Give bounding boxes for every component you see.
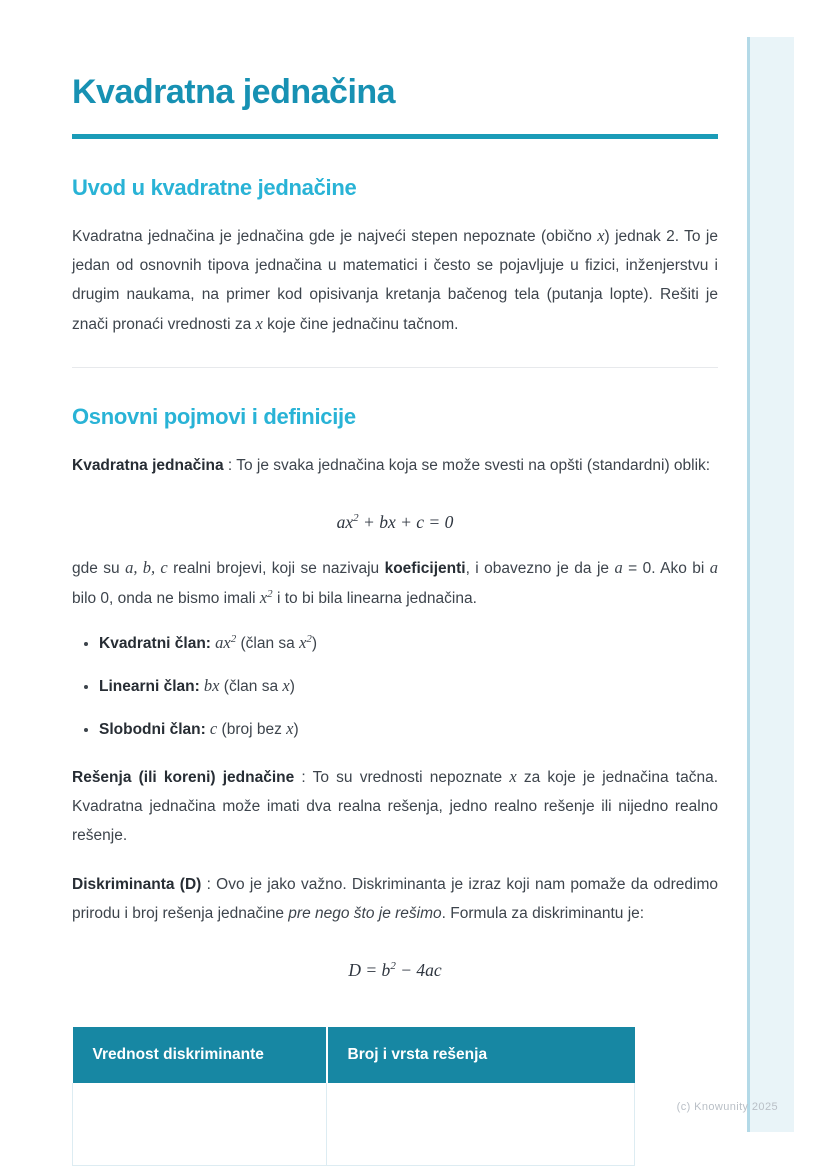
text-segment: (član sa <box>236 634 300 652</box>
math-exponent: 2 <box>353 511 359 524</box>
emphasis-text: pre nego što je rešimo <box>288 904 442 922</box>
math-exponent: 2 <box>306 632 312 645</box>
paragraph-discriminant <box>72 870 718 928</box>
bullet-item-kvadratni-clan <box>99 631 718 656</box>
text-segment: ) <box>289 677 295 695</box>
paragraph-coefficients <box>72 553 718 613</box>
math-var: x <box>255 314 263 334</box>
math-var: x <box>282 675 290 695</box>
math-expr: − 4ac <box>395 959 442 980</box>
term-bold: koeficijenti <box>384 559 466 577</box>
bullet-item-slobodni-clan <box>99 717 718 742</box>
document-content <box>72 0 718 1166</box>
math-var: a <box>614 557 623 577</box>
math-expr: ax <box>336 511 354 532</box>
text-segment: koje čine jednačinu tačnom. <box>262 316 459 334</box>
text-segment: realni brojevi, koji se nazivaju <box>167 559 385 577</box>
decorative-side-strip <box>747 37 794 1132</box>
term-bold: Linearni član: <box>99 677 200 695</box>
section-divider <box>72 367 718 368</box>
text-segment: i to bi bila linearna jednačina. <box>272 589 477 607</box>
text-segment: , i obavezno je da je <box>465 559 615 577</box>
math-exponent: 2 <box>390 959 396 972</box>
text-segment: ) <box>311 634 318 652</box>
math-expr: + bx + c = 0 <box>358 511 454 532</box>
text-segment: . Formula za diskriminantu je: <box>441 904 645 922</box>
math-exponent: 2 <box>230 632 237 645</box>
math-exponent: 2 <box>267 587 273 600</box>
text-segment: Kvadratna jednačina je jednačina gde je najveći stepen nepoznate (obično <box>72 228 598 246</box>
table-header-discriminant-value: Vrednost diskriminante <box>73 1027 327 1083</box>
text-segment: = 0. Ako bi <box>622 559 710 577</box>
math-var: c <box>205 718 218 738</box>
math-var: bx <box>199 675 220 695</box>
page-title: Kvadratna jednačina <box>72 73 396 111</box>
math-var: x <box>509 766 517 786</box>
bullet-item-linearni-clan <box>99 674 718 699</box>
math-var: a <box>709 557 718 577</box>
table-row <box>73 1083 635 1166</box>
formula-general <box>72 512 718 533</box>
table-body <box>73 1083 635 1166</box>
table-body-cell <box>73 1083 327 1166</box>
section-heading-basics: Osnovni pojmovi i definicije <box>72 404 356 430</box>
text-segment: : To je svaka jednačina koja se može svesti na opšti (standardni) oblik: <box>223 456 711 474</box>
paragraph-roots <box>72 762 718 850</box>
term-bold: Kvadratni član: <box>99 634 211 652</box>
text-segment: gde su <box>72 559 126 577</box>
text-segment: ) jednak 2. To je jedan od osnovnih tipova jednačina u matematici i često se pojavljuje u fizici, inženjerstvu i drugim naukama, na primer kod opisivanja kretanja bačenog tela (putanja lopte). Rešiti je znači pronaći vrednosti za <box>72 228 718 334</box>
text-segment: ) <box>293 720 299 738</box>
math-var: x <box>286 718 294 738</box>
section-heading-intro: Uvod u kvadratne jednačine <box>72 174 357 200</box>
paragraph-definition <box>72 451 718 480</box>
math-var: x <box>299 632 307 652</box>
math-var: a, b, c <box>125 557 168 577</box>
table-header-solution-type: Broj i vrsta rešenja <box>327 1027 635 1083</box>
formula-discriminant <box>72 960 718 981</box>
discriminant-table <box>72 1027 635 1166</box>
math-var: x <box>259 587 268 607</box>
math-var: x <box>597 226 605 246</box>
paragraph-intro <box>72 221 718 339</box>
bullet-list <box>72 631 718 742</box>
term-bold: Rešenja (ili koreni) jednačine <box>72 768 295 786</box>
text-segment: bilo 0, onda ne bismo imali <box>72 589 260 607</box>
table-body-cell <box>327 1083 635 1166</box>
text-segment: : To su vrednosti nepoznate <box>294 768 510 786</box>
text-segment: (broj bez <box>217 720 287 738</box>
text-segment: (član sa <box>219 677 283 695</box>
title-rule <box>72 134 718 139</box>
term-bold: Slobodni član: <box>99 720 206 738</box>
footer-copyright: (c) Knowunity 2025 <box>676 1101 778 1113</box>
term-bold: Diskriminanta (D) <box>72 875 202 893</box>
text-segment: za koje je jednačina tačna. Kvadratna jednačina može imati dva realna rešenja, jedno realno rešenje ili nijedno realno rešenje. <box>72 768 718 844</box>
table-header-row <box>73 1027 635 1083</box>
term-bold: Kvadratna jednačina <box>72 456 224 474</box>
math-var: ax <box>210 632 231 652</box>
math-expr: D = b <box>348 959 391 980</box>
text-segment: : Ovo je jako važno. Diskriminanta je izraz koji nam pomaže da odredimo prirodu i broj rešenja jednačine <box>72 875 718 922</box>
